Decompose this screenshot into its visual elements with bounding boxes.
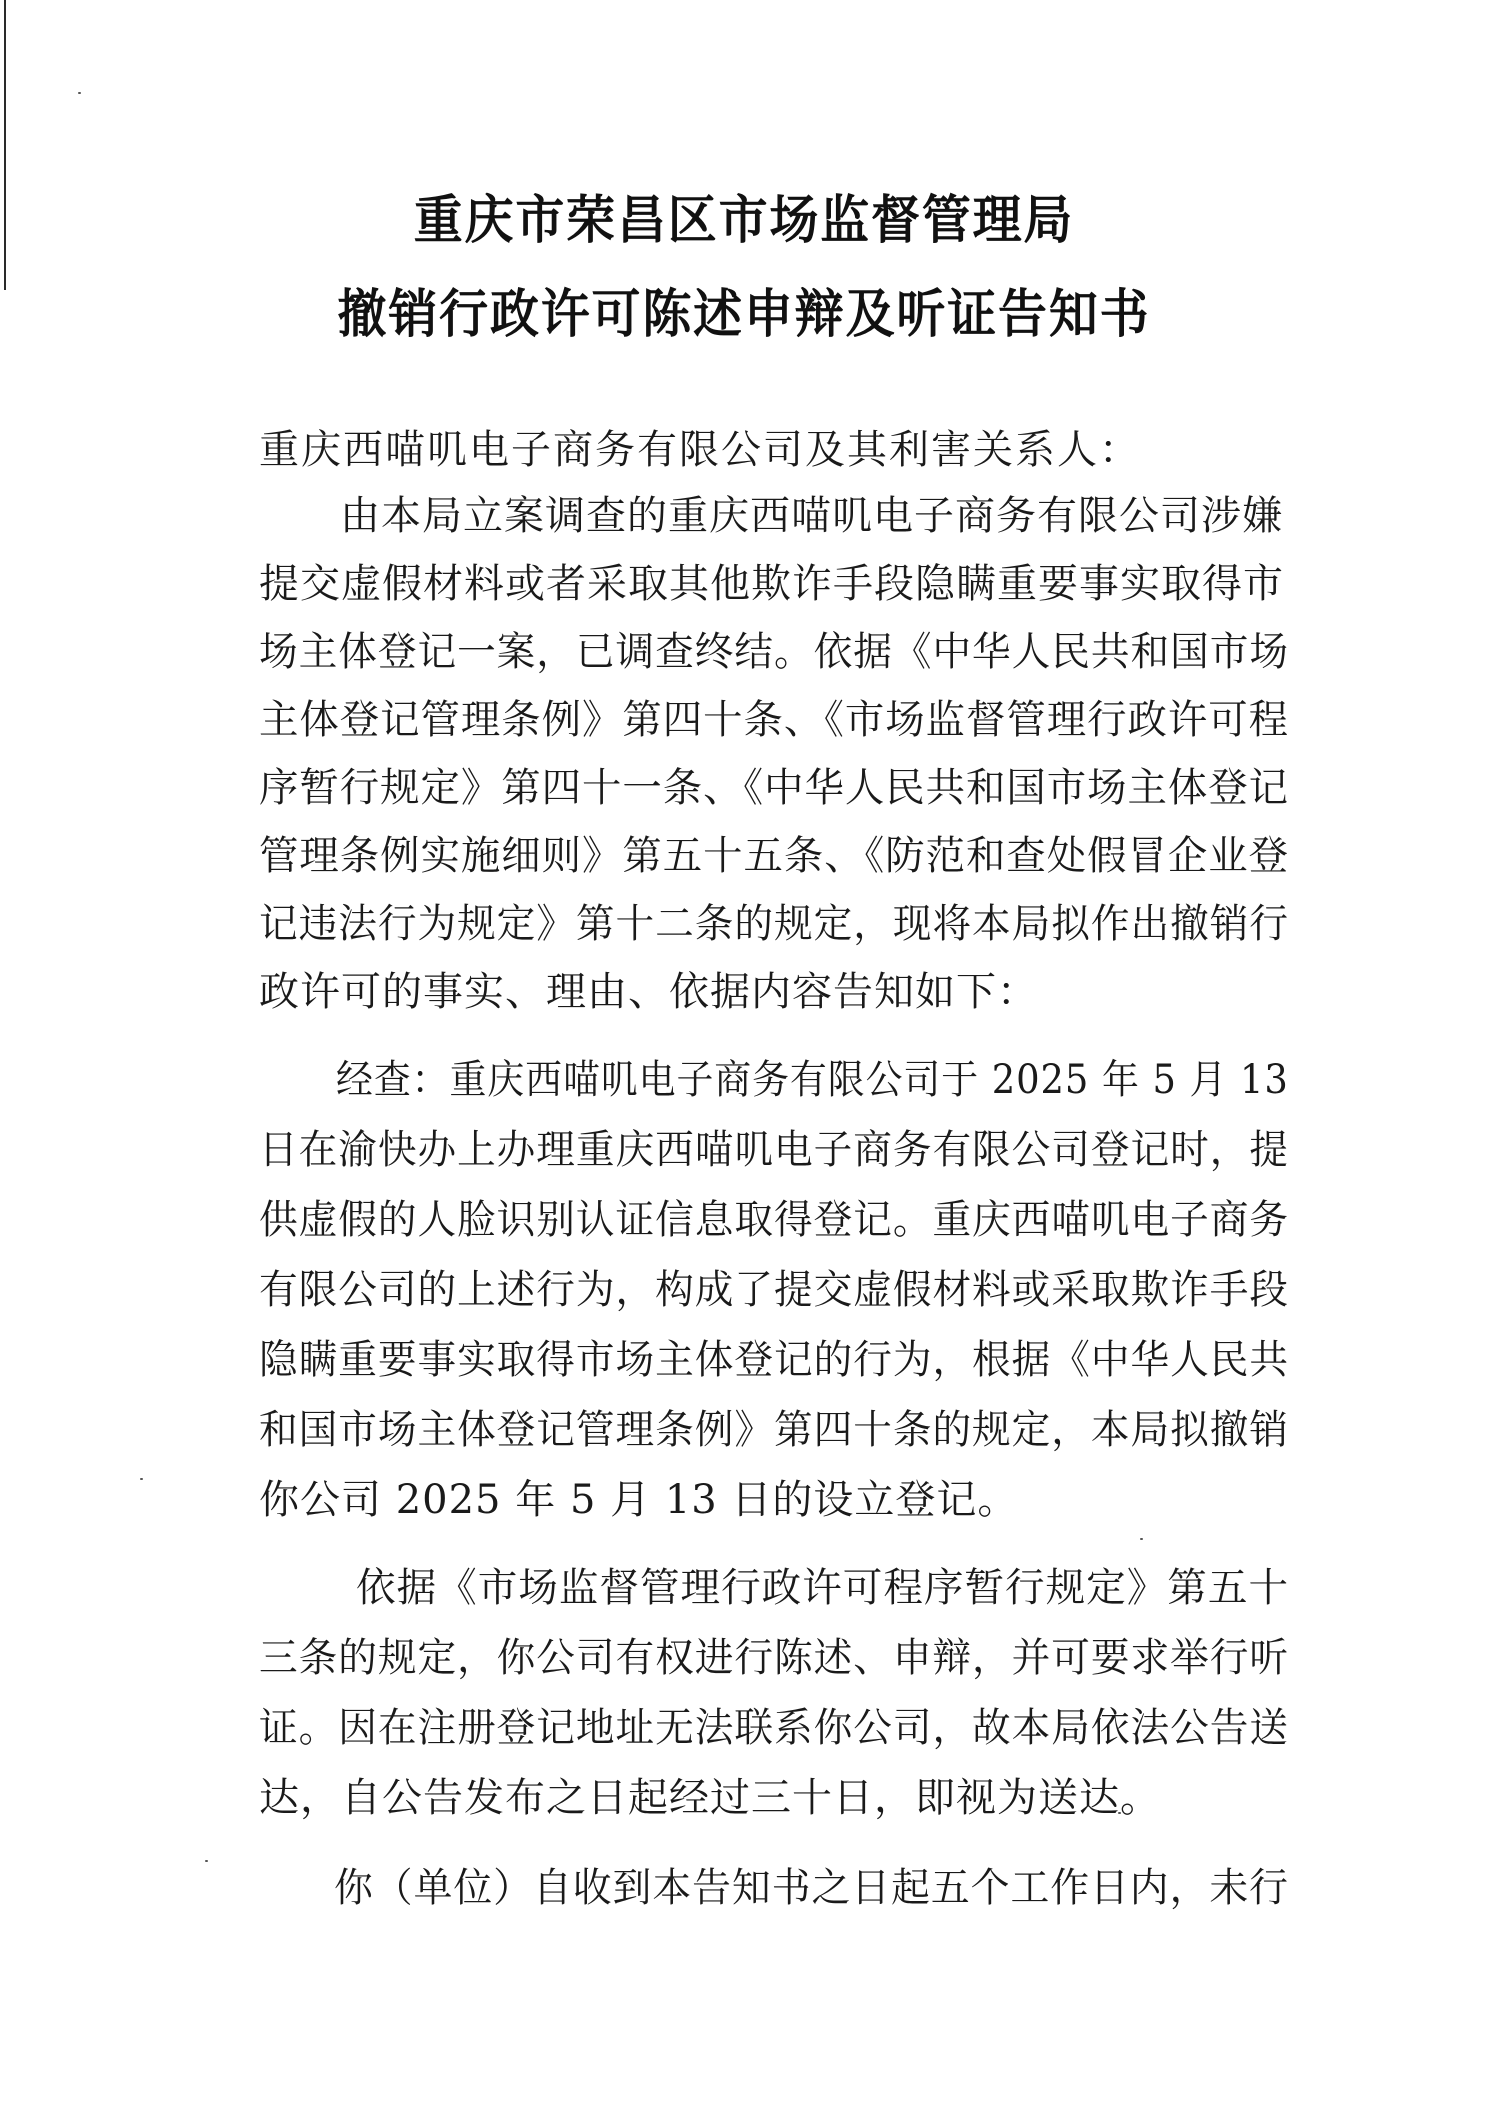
body-line: 记违法行为规定》第十二条的规定，现将本局拟作出撤销行 — [259, 901, 1289, 947]
body-line: 有限公司的上述行为，构成了提交虚假材料或采取欺诈手段 — [259, 1267, 1289, 1313]
scan-speck — [205, 1860, 208, 1862]
body-line: 你公司 2025 年 5 月 13 日的设立登记。 — [259, 1477, 1019, 1523]
body-line: 场主体登记一案，已调查终结。依据《中华人民共和国市场 — [259, 629, 1289, 675]
document-title-line2: 撤销行政许可陈述申辩及听证告知书 — [337, 285, 1151, 345]
scan-speck — [78, 92, 81, 94]
body-line: 依据《市场监督管理行政许可程序暂行规定》第五十 — [356, 1565, 1290, 1611]
body-line: 和国市场主体登记管理条例》第四十条的规定，本局拟撤销 — [259, 1407, 1289, 1453]
body-line: 政许可的事实、理由、依据内容告知如下： — [259, 969, 1038, 1015]
body-line: 主体登记管理条例》第四十条、《市场监督管理行政许可程 — [259, 697, 1289, 743]
body-line: 你（单位）自收到本告知书之日起五个工作日内，未行 — [334, 1865, 1289, 1911]
addressee: 重庆西喵叽电子商务有限公司及其利害关系人： — [259, 427, 1141, 473]
body-line: 序暂行规定》第四十一条、《中华人民共和国市场主体登记 — [259, 765, 1289, 811]
body-line: 管理条例实施细则》第五十五条、《防范和查处假冒企业登 — [259, 833, 1289, 879]
body-line: 提交虚假材料或者采取其他欺诈手段隐瞒重要事实取得市 — [259, 561, 1284, 607]
body-line: 达，自公告发布之日起经过三十日，即视为送达。 — [259, 1775, 1161, 1821]
body-line: 供虚假的人脸识别认证信息取得登记。重庆西喵叽电子商务 — [259, 1197, 1289, 1243]
body-line: 日在渝快办上办理重庆西喵叽电子商务有限公司登记时，提 — [259, 1127, 1289, 1173]
scan-edge-line — [4, 0, 6, 290]
body-line: 由本局立案调查的重庆西喵叽电子商务有限公司涉嫌 — [340, 493, 1283, 539]
scan-speck — [1140, 1538, 1143, 1540]
body-line: 隐瞒重要事实取得市场主体登记的行为，根据《中华人民共 — [259, 1337, 1289, 1383]
body-line: 证。因在注册登记地址无法联系你公司，故本局依法公告送 — [259, 1705, 1289, 1751]
body-line: 三条的规定，你公司有权进行陈述、申辩，并可要求举行听 — [259, 1635, 1289, 1681]
document-title-line1: 重庆市荣昌区市场监督管理局 — [413, 191, 1075, 251]
body-line: 经查：重庆西喵叽电子商务有限公司于 2025 年 5 月 13 — [336, 1057, 1289, 1103]
scan-speck — [140, 1478, 143, 1480]
